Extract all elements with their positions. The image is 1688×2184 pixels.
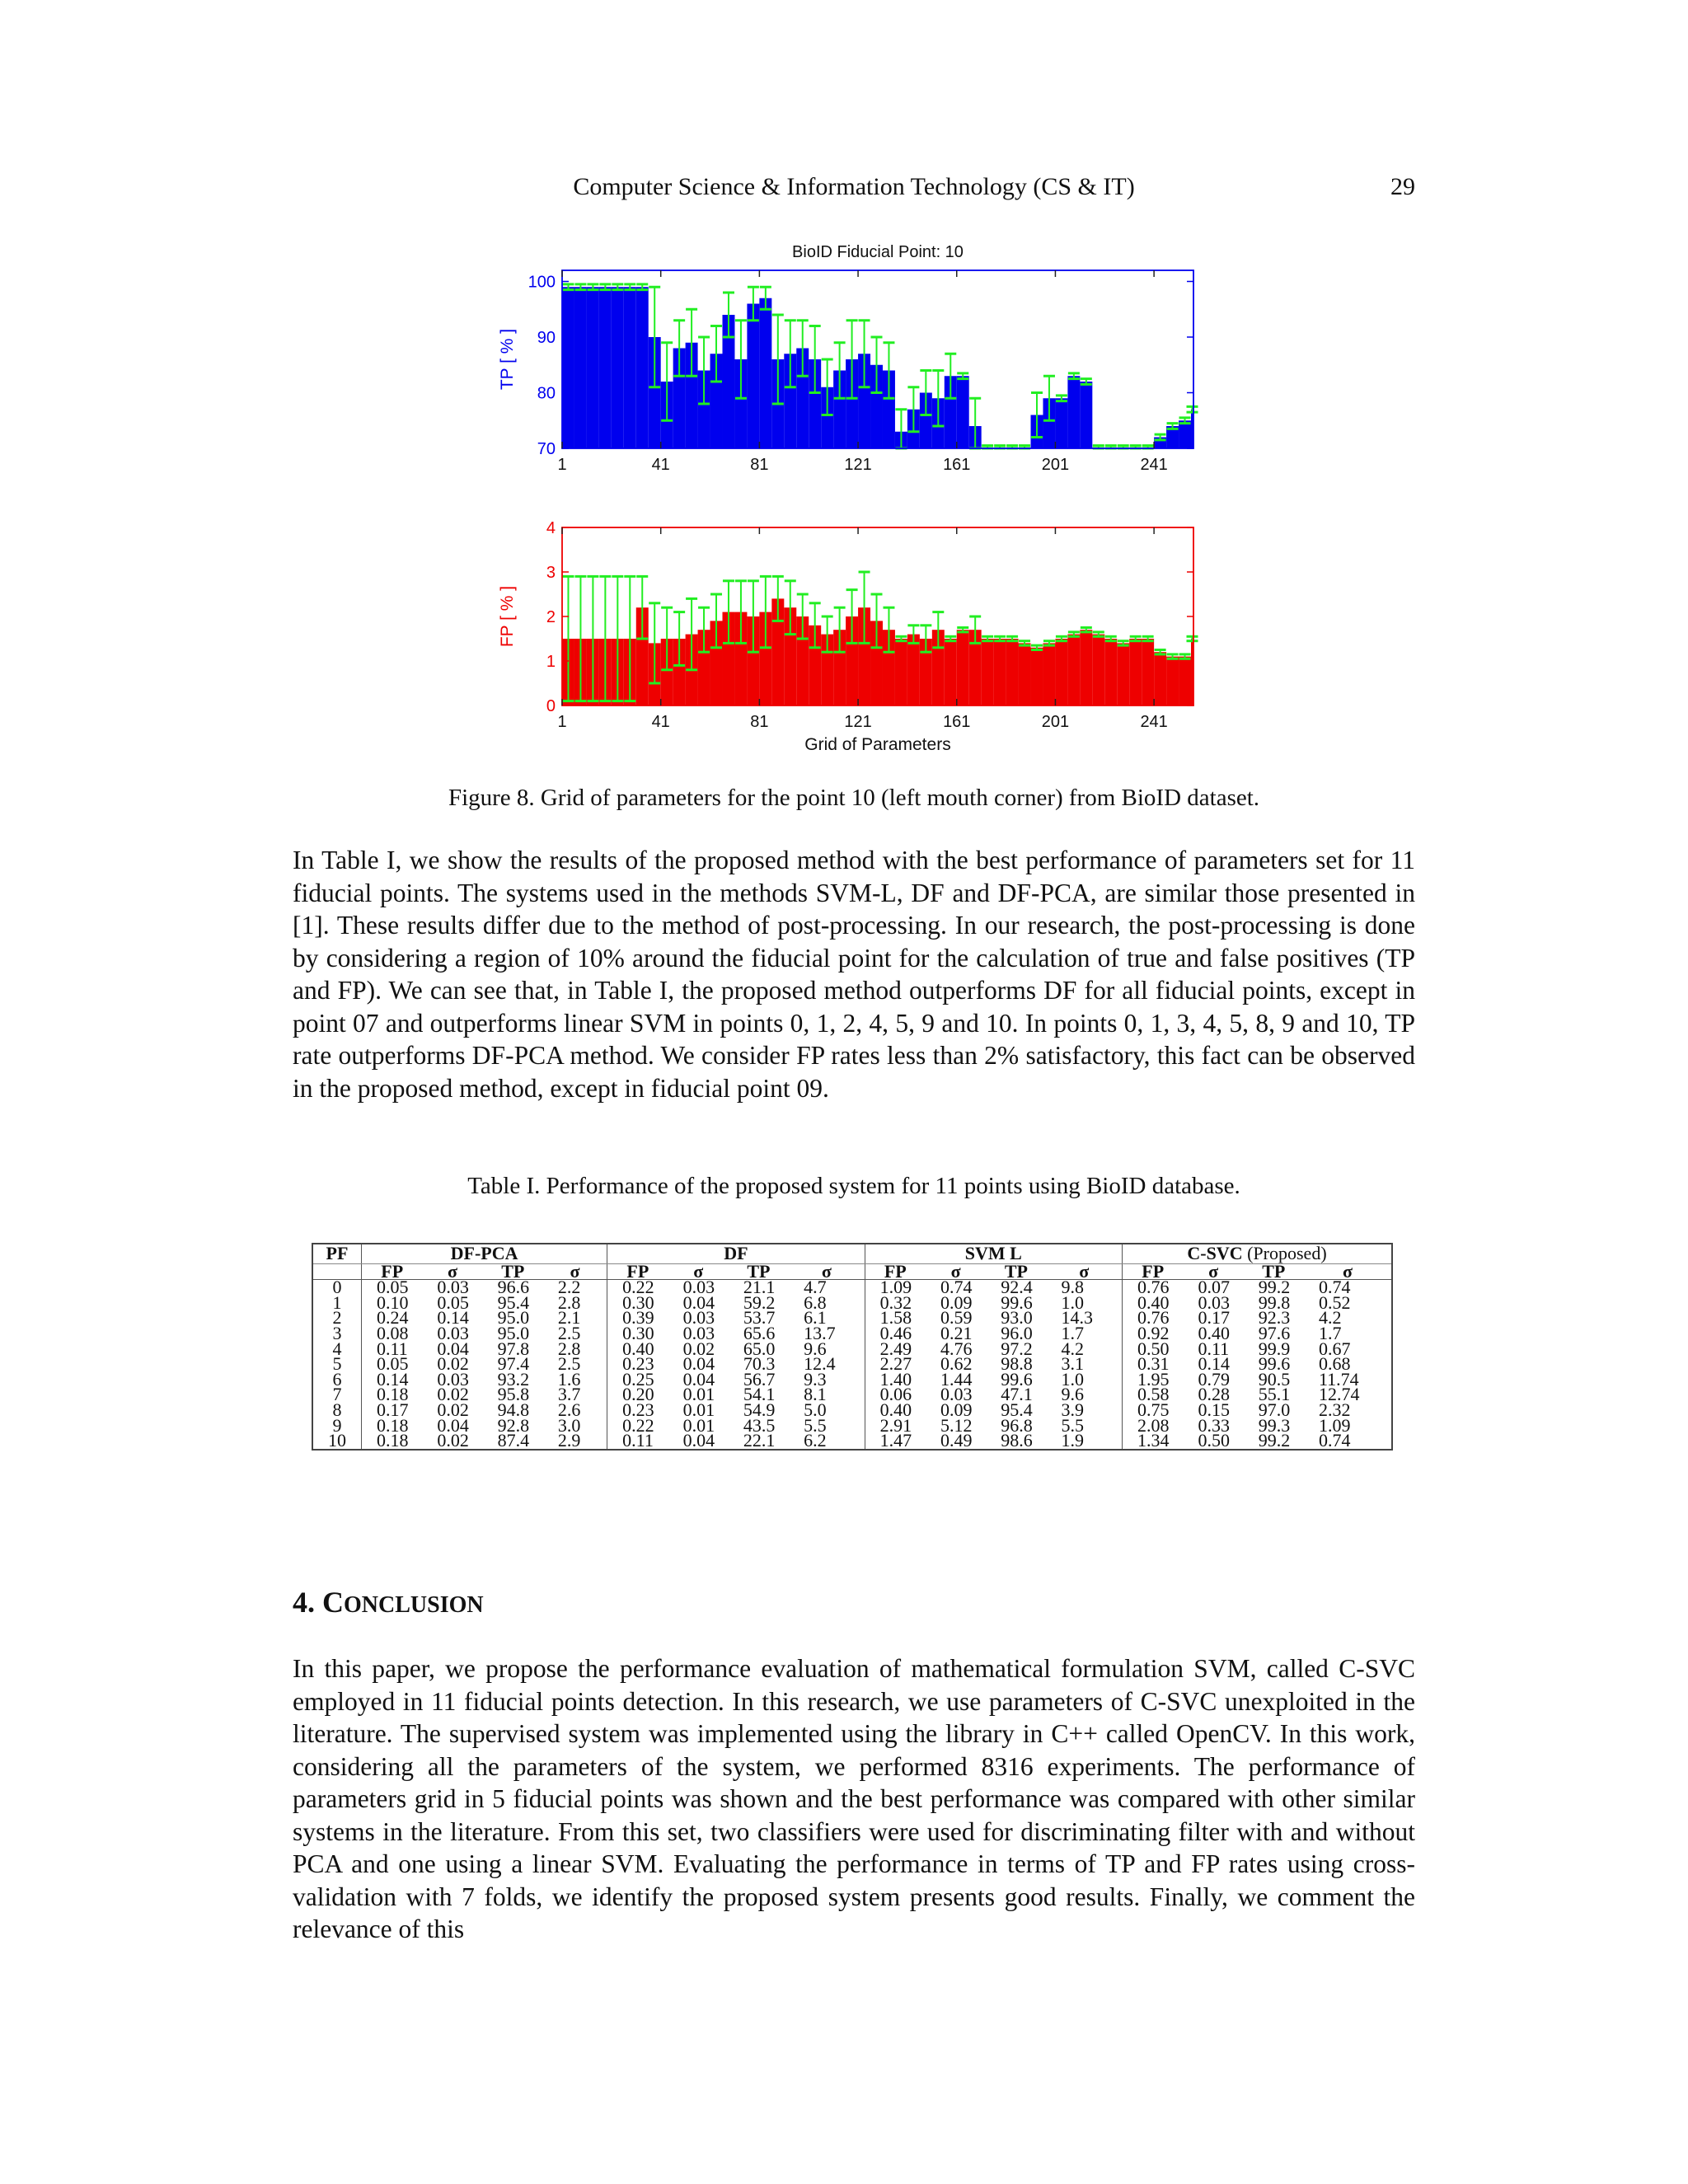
- table-row: [312, 1387, 1392, 1403]
- bar: [957, 376, 969, 448]
- y-axis-label: TP [ % ]: [498, 328, 517, 391]
- value-cell: 0.30: [607, 1296, 668, 1311]
- value-cell: 0.03: [437, 1277, 469, 1298]
- bar: [1031, 648, 1043, 705]
- x-tick-label: 161: [943, 456, 971, 474]
- value-cell: 1.40: [865, 1372, 926, 1388]
- value-cell: 0.76: [1123, 1310, 1184, 1326]
- bar: [1092, 635, 1104, 705]
- value-cell: 0.49: [940, 1430, 973, 1451]
- pf-header: PF: [312, 1244, 362, 1263]
- value-cell: 0.04: [682, 1291, 715, 1313]
- value-cell: 6.8: [804, 1291, 827, 1313]
- value-cell: 1.0: [1061, 1368, 1084, 1390]
- bar: [759, 298, 771, 448]
- value-cell: 0.18: [362, 1433, 423, 1450]
- table-caption: Table I. Performance of the proposed system for 11 points using BioID database.: [467, 1173, 1240, 1199]
- table-row: [312, 1280, 1392, 1296]
- y-tick-label: 100: [528, 273, 556, 292]
- y-axis-label: FP [ % ]: [498, 585, 517, 648]
- value-cell: 1.95: [1123, 1372, 1184, 1388]
- value-cell: 0.40: [1123, 1296, 1184, 1311]
- value-cell: 9.6: [804, 1338, 827, 1359]
- sub-header-cell: TP: [729, 1263, 789, 1280]
- value-cell: 0.74: [1318, 1430, 1351, 1451]
- bar: [1019, 643, 1031, 705]
- value-cell: 0.68: [1318, 1353, 1351, 1375]
- value-cell: 2.1: [557, 1307, 581, 1329]
- value-cell: 99.3: [1258, 1414, 1291, 1436]
- value-cell: 4.7: [804, 1277, 827, 1298]
- sub-header-cell: TP: [483, 1263, 543, 1280]
- value-cell: 0.01: [682, 1399, 715, 1420]
- value-cell: 0.40: [865, 1403, 926, 1418]
- bar: [1080, 382, 1092, 448]
- value-cell: 0.05: [437, 1291, 469, 1313]
- value-cell: 2.9: [557, 1430, 581, 1451]
- bar: [599, 287, 612, 448]
- value-cell: 0.03: [437, 1368, 469, 1390]
- value-cell: 6.2: [804, 1430, 827, 1451]
- bar: [636, 287, 649, 448]
- bar: [1055, 398, 1067, 448]
- value-cell: 0.23: [607, 1357, 668, 1372]
- value-cell: 65.0: [743, 1338, 776, 1359]
- value-cell: 0.22: [607, 1418, 668, 1434]
- sub-header-cell: FP: [362, 1263, 423, 1280]
- group-name: DF-PCA: [450, 1243, 518, 1263]
- value-cell: 59.2: [743, 1291, 776, 1313]
- value-cell: 2.8: [557, 1291, 581, 1313]
- value-cell: 93.0: [1001, 1307, 1033, 1329]
- value-cell: 0.03: [1198, 1291, 1230, 1313]
- value-cell: 0.02: [437, 1430, 469, 1451]
- bar: [1129, 639, 1142, 705]
- value-cell: 0.17: [362, 1403, 423, 1418]
- x-tick-label: 1: [557, 713, 567, 731]
- value-cell: 55.1: [1258, 1384, 1291, 1405]
- value-cell: 3.1: [1061, 1353, 1084, 1375]
- value-cell: 5.12: [940, 1414, 973, 1436]
- value-cell: 13.7: [804, 1322, 836, 1343]
- value-cell: 0.39: [607, 1310, 668, 1326]
- figure-8: [462, 229, 1253, 765]
- page-number: 29: [1390, 173, 1415, 200]
- bar: [612, 287, 624, 448]
- value-cell: 92.4: [1001, 1277, 1033, 1298]
- value-cell: 53.7: [743, 1307, 776, 1329]
- value-cell: 0.50: [1123, 1342, 1184, 1357]
- value-cell: 8.1: [804, 1384, 827, 1405]
- value-cell: 0.74: [940, 1277, 973, 1298]
- y-tick-label: 80: [537, 384, 556, 403]
- value-cell: 1.7: [1061, 1322, 1084, 1343]
- value-cell: 47.1: [1001, 1384, 1033, 1405]
- value-cell: 98.8: [1001, 1353, 1033, 1375]
- pf-cell: 1: [332, 1291, 342, 1313]
- value-cell: 0.75: [1123, 1403, 1184, 1418]
- value-cell: 0.01: [682, 1384, 715, 1405]
- value-cell: 1.09: [865, 1280, 926, 1296]
- value-cell: 0.46: [865, 1326, 926, 1342]
- bar: [1067, 376, 1080, 448]
- value-cell: 5.0: [804, 1399, 827, 1420]
- sub-header-cell: FP: [607, 1263, 668, 1280]
- bar: [957, 630, 969, 705]
- value-cell: 5.5: [804, 1414, 827, 1436]
- value-cell: 0.79: [1198, 1368, 1230, 1390]
- value-cell: 0.03: [940, 1384, 973, 1405]
- group-name: DF: [724, 1243, 748, 1263]
- table-row: [312, 1433, 1392, 1450]
- value-cell: 2.91: [865, 1418, 926, 1434]
- value-cell: 99.2: [1258, 1277, 1291, 1298]
- value-cell: 0.20: [607, 1387, 668, 1403]
- value-cell: 0.25: [607, 1372, 668, 1388]
- value-cell: 0.52: [1318, 1291, 1351, 1313]
- value-cell: 9.8: [1061, 1277, 1084, 1298]
- value-cell: 1.9: [1061, 1430, 1084, 1451]
- value-cell: 95.8: [497, 1384, 530, 1405]
- pf-cell: 6: [332, 1368, 342, 1390]
- value-cell: 0.58: [1123, 1387, 1184, 1403]
- value-cell: 56.7: [743, 1368, 776, 1390]
- x-tick-label: 121: [844, 713, 872, 731]
- value-cell: 95.4: [1001, 1399, 1033, 1420]
- value-cell: 43.5: [743, 1414, 776, 1436]
- pf-cell: 8: [332, 1399, 342, 1420]
- value-cell: 0.15: [1198, 1399, 1230, 1420]
- bar: [747, 304, 759, 449]
- value-cell: 0.30: [607, 1326, 668, 1342]
- value-cell: 21.1: [743, 1277, 776, 1298]
- value-cell: 0.08: [362, 1326, 423, 1342]
- paragraph-conclusion: In this paper, we propose the performance evaluation of mathematical formulation SVM, called C-SVC employed in 11 fiducial points detection. In this research, we use parameters of C-SVC unexploited in the literature. The supervised system was implemented using the library in C++ called OpenCV. In this work, considering all the parameters of the system, we performed 8316 experiments. The performance of parameters grid in 5 fiducial points was shown and the best performance was compared with other similar systems in the literature. From this set, two classifiers were used for discriminating filter with and without PCA and one using a linear SVM. Evaluating the performance in terms of TP and FP rates using cross-validation with 7 folds, we identify the proposed system presents good results. Finally, we comment the relevance of this: [293, 1654, 1415, 1943]
- pf-cell: 9: [332, 1414, 342, 1436]
- value-cell: 0.09: [940, 1291, 973, 1313]
- chart-title: BioID Fiducial Point: 10: [792, 243, 964, 261]
- bar: [562, 287, 574, 448]
- value-cell: 93.2: [497, 1368, 530, 1390]
- section-heading-conclusion: [293, 1585, 484, 1619]
- value-cell: 97.8: [497, 1338, 530, 1359]
- sub-header-cell: TP: [986, 1263, 1046, 1280]
- section-number: 4. C: [293, 1586, 344, 1619]
- value-cell: 1.09: [1318, 1414, 1351, 1436]
- value-cell: 12.74: [1318, 1384, 1360, 1405]
- value-cell: 1.58: [865, 1310, 926, 1326]
- x-tick-label: 81: [750, 456, 769, 474]
- value-cell: 97.6: [1258, 1322, 1291, 1343]
- x-tick-label: 201: [1041, 713, 1070, 731]
- value-cell: 0.04: [682, 1368, 715, 1390]
- value-cell: 0.09: [940, 1399, 973, 1420]
- y-tick-label: 2: [546, 608, 556, 626]
- running-title: Computer Science & Information Technology (CS & IT): [573, 173, 1135, 200]
- sub-header-cell: σ: [789, 1263, 865, 1280]
- table-group-header: [312, 1244, 1392, 1263]
- value-cell: 0.67: [1318, 1338, 1351, 1359]
- value-cell: 0.07: [1198, 1277, 1230, 1298]
- value-cell: 1.7: [1318, 1322, 1342, 1343]
- value-cell: 0.02: [682, 1338, 715, 1359]
- sub-header-cell: TP: [1244, 1263, 1304, 1280]
- group-suffix: (Proposed): [1242, 1243, 1327, 1263]
- value-cell: 2.27: [865, 1357, 926, 1372]
- value-cell: 0.62: [940, 1353, 973, 1375]
- bar: [1154, 652, 1166, 705]
- value-cell: 4.76: [940, 1338, 973, 1359]
- table-row: [312, 1342, 1392, 1357]
- value-cell: 96.8: [1001, 1414, 1033, 1436]
- value-cell: 4.2: [1318, 1307, 1342, 1329]
- value-cell: 99.6: [1001, 1291, 1033, 1313]
- x-tick-label: 201: [1041, 456, 1070, 474]
- sub-header-cell: σ: [668, 1263, 729, 1280]
- pf-cell: 5: [332, 1353, 342, 1375]
- value-cell: 2.49: [865, 1342, 926, 1357]
- y-tick-label: 70: [537, 440, 556, 458]
- pf-cell: 0: [332, 1277, 342, 1298]
- value-cell: 3.0: [557, 1414, 581, 1436]
- pf-cell: 4: [332, 1338, 342, 1359]
- table-body: [312, 1277, 1392, 1451]
- value-cell: 0.40: [607, 1342, 668, 1357]
- value-cell: 2.8: [557, 1338, 581, 1359]
- bar: [895, 639, 907, 705]
- table-row: [312, 1403, 1392, 1418]
- value-cell: 54.1: [743, 1384, 776, 1405]
- table-row: [312, 1372, 1392, 1388]
- value-cell: 99.8: [1258, 1291, 1291, 1313]
- paragraph-table-discussion: In Table I, we show the results of the proposed method with the best performance of parameters set for 11 fiducial points. The systems used in the methods SVM-L, DF and DF-PCA, are similar those presented in [1]. These results differ due to the method of post-processing. In our research, the post-processing is done by considering a region of 10% around the fiducial point for the calculation of true and false positives (TP and FP). We can see that, in Table I, the proposed method outperforms DF for all fiducial points, except in point 07 and outperforms linear SVM in points 0, 1, 2, 4, 5, 9 and 10. In points 0, 1, 3, 4, 5, 8, 9 and 10, TP rate outperforms DF-PCA method. We consider FP rates less than 2% satisfactory, this fact can be observed in the proposed method, except in fiducial point 09.: [293, 846, 1415, 1103]
- pf-cell: 10: [328, 1430, 346, 1451]
- value-cell: 0.22: [607, 1280, 668, 1296]
- bar: [1080, 630, 1092, 705]
- figure-caption: Figure 8. Grid of parameters for the point 10 (left mouth corner) from BioID dataset.: [448, 785, 1260, 811]
- value-cell: 0.59: [940, 1307, 973, 1329]
- bar: [624, 287, 636, 448]
- sub-header-cell: σ: [1183, 1263, 1243, 1280]
- value-cell: 95.4: [497, 1291, 530, 1313]
- value-cell: 92.8: [497, 1414, 530, 1436]
- y-tick-label: 4: [546, 519, 556, 537]
- value-cell: 2.32: [1318, 1399, 1351, 1420]
- value-cell: 2.5: [557, 1353, 581, 1375]
- value-cell: 94.8: [497, 1399, 530, 1420]
- bar: [1179, 420, 1191, 448]
- value-cell: 92.3: [1258, 1307, 1291, 1329]
- value-cell: 14.3: [1061, 1307, 1093, 1329]
- group-name: C-SVC: [1187, 1243, 1243, 1263]
- value-cell: 0.04: [437, 1338, 469, 1359]
- value-cell: 1.47: [865, 1433, 926, 1450]
- value-cell: 0.04: [682, 1430, 715, 1451]
- x-tick-label: 81: [750, 713, 769, 731]
- value-cell: 0.03: [682, 1277, 715, 1298]
- table-row: [312, 1418, 1392, 1434]
- value-cell: 99.6: [1001, 1368, 1033, 1390]
- value-cell: 0.02: [437, 1353, 469, 1375]
- bar: [1179, 657, 1191, 705]
- bar: [1142, 639, 1154, 705]
- value-cell: 5.5: [1061, 1414, 1084, 1436]
- section-title-rest: ONCLUSION: [344, 1592, 484, 1618]
- bar: [587, 287, 599, 448]
- value-cell: 0.74: [1318, 1277, 1351, 1298]
- value-cell: 0.33: [1198, 1414, 1230, 1436]
- bar: [1006, 639, 1019, 705]
- table-row: [312, 1296, 1392, 1311]
- value-cell: 1.34: [1123, 1433, 1184, 1450]
- bar: [945, 639, 957, 705]
- x-tick-label: 41: [651, 713, 670, 731]
- value-cell: 0.11: [607, 1433, 668, 1450]
- value-cell: 3.7: [557, 1384, 581, 1405]
- value-cell: 97.4: [497, 1353, 530, 1375]
- value-cell: 87.4: [497, 1430, 530, 1451]
- table-row: [312, 1326, 1392, 1342]
- x-tick-label: 241: [1140, 456, 1168, 474]
- value-cell: 70.3: [743, 1353, 776, 1375]
- value-cell: 0.50: [1198, 1430, 1230, 1451]
- pf-cell: 3: [332, 1322, 342, 1343]
- y-tick-label: 90: [537, 329, 556, 347]
- x-tick-label: 241: [1140, 713, 1168, 731]
- value-cell: 0.21: [940, 1322, 973, 1343]
- value-cell: 0.14: [437, 1307, 469, 1329]
- bar: [907, 635, 920, 705]
- sub-header-cell: σ: [926, 1263, 986, 1280]
- sub-header-cell: FP: [865, 1263, 926, 1280]
- x-axis-label: Grid of Parameters: [804, 735, 951, 754]
- value-cell: 9.3: [804, 1368, 827, 1390]
- bar: [1166, 657, 1179, 705]
- value-cell: 2.6: [557, 1399, 581, 1420]
- table-row: [312, 1310, 1392, 1326]
- value-cell: 54.9: [743, 1399, 776, 1420]
- value-cell: 0.40: [1198, 1322, 1230, 1343]
- results-table: [312, 1243, 1393, 1451]
- sub-header-cell: σ: [1304, 1263, 1392, 1280]
- value-cell: 96.6: [497, 1277, 530, 1298]
- value-cell: 1.6: [557, 1368, 581, 1390]
- x-tick-label: 121: [844, 456, 872, 474]
- value-cell: 0.18: [362, 1418, 423, 1434]
- value-cell: 99.2: [1258, 1430, 1291, 1451]
- value-cell: 65.6: [743, 1322, 776, 1343]
- table-sub-header: [312, 1263, 1392, 1280]
- bar: [574, 287, 587, 448]
- x-tick-label: 41: [651, 456, 670, 474]
- value-cell: 0.01: [682, 1414, 715, 1436]
- value-cell: 0.03: [682, 1307, 715, 1329]
- value-cell: 0.05: [362, 1280, 423, 1296]
- value-cell: 99.9: [1258, 1338, 1291, 1359]
- value-cell: 98.6: [1001, 1430, 1033, 1451]
- y-tick-label: 0: [546, 697, 556, 715]
- value-cell: 12.4: [804, 1353, 836, 1375]
- value-cell: 0.28: [1198, 1384, 1230, 1405]
- value-cell: 0.06: [865, 1387, 926, 1403]
- value-cell: 90.5: [1258, 1368, 1291, 1390]
- value-cell: 0.18: [362, 1387, 423, 1403]
- x-tick-label: 161: [943, 713, 971, 731]
- value-cell: 6.1: [804, 1307, 827, 1329]
- value-cell: 0.14: [1198, 1353, 1230, 1375]
- value-cell: 0.32: [865, 1296, 926, 1311]
- bar: [1117, 643, 1129, 705]
- y-tick-label: 3: [546, 564, 556, 582]
- bar: [982, 639, 994, 705]
- y-tick-label: 1: [546, 653, 556, 671]
- value-cell: 0.76: [1123, 1280, 1184, 1296]
- sub-header-cell: FP: [1123, 1263, 1184, 1280]
- value-cell: 99.6: [1258, 1353, 1291, 1375]
- value-cell: 0.02: [437, 1399, 469, 1420]
- x-tick-label: 1: [557, 456, 567, 474]
- value-cell: 95.0: [497, 1307, 530, 1329]
- value-cell: 1.0: [1061, 1291, 1084, 1313]
- value-cell: 0.92: [1123, 1326, 1184, 1342]
- sub-header-cell: σ: [1047, 1263, 1123, 1280]
- value-cell: 0.24: [362, 1310, 423, 1326]
- bar: [1055, 639, 1067, 705]
- value-cell: 0.17: [1198, 1307, 1230, 1329]
- pf-cell: 2: [332, 1307, 342, 1329]
- value-cell: 0.05: [362, 1357, 423, 1372]
- value-cell: 95.0: [497, 1322, 530, 1343]
- value-cell: 9.6: [1061, 1384, 1084, 1405]
- value-cell: 0.10: [362, 1296, 423, 1311]
- bar: [1104, 639, 1117, 705]
- value-cell: 0.02: [437, 1384, 469, 1405]
- sub-header-cell: σ: [543, 1263, 607, 1280]
- value-cell: 11.74: [1318, 1368, 1359, 1390]
- value-cell: 2.08: [1123, 1418, 1184, 1434]
- value-cell: 97.2: [1001, 1338, 1033, 1359]
- value-cell: 0.14: [362, 1372, 423, 1388]
- value-cell: 0.04: [682, 1353, 715, 1375]
- bar: [1043, 643, 1055, 705]
- value-cell: 0.11: [362, 1342, 423, 1357]
- page-header: [293, 173, 1415, 209]
- value-cell: 0.11: [1198, 1338, 1230, 1359]
- value-cell: 0.03: [682, 1322, 715, 1343]
- value-cell: 0.03: [437, 1322, 469, 1343]
- value-cell: 2.5: [557, 1322, 581, 1343]
- grid-parameters-charts: [462, 229, 1253, 765]
- bar: [994, 639, 1006, 705]
- value-cell: 22.1: [743, 1430, 776, 1451]
- value-cell: 97.0: [1258, 1399, 1291, 1420]
- sub-header-cell: σ: [422, 1263, 482, 1280]
- bar: [1067, 635, 1080, 705]
- value-cell: 1.44: [940, 1368, 973, 1390]
- value-cell: 3.9: [1061, 1399, 1084, 1420]
- value-cell: 0.23: [607, 1403, 668, 1418]
- value-cell: 0.31: [1123, 1357, 1184, 1372]
- pf-cell: 7: [332, 1384, 342, 1405]
- value-cell: 96.0: [1001, 1322, 1033, 1343]
- value-cell: 2.2: [557, 1277, 581, 1298]
- value-cell: 0.04: [437, 1414, 469, 1436]
- value-cell: 4.2: [1061, 1338, 1084, 1359]
- table-row: [312, 1357, 1392, 1372]
- group-name: SVM L: [964, 1243, 1022, 1263]
